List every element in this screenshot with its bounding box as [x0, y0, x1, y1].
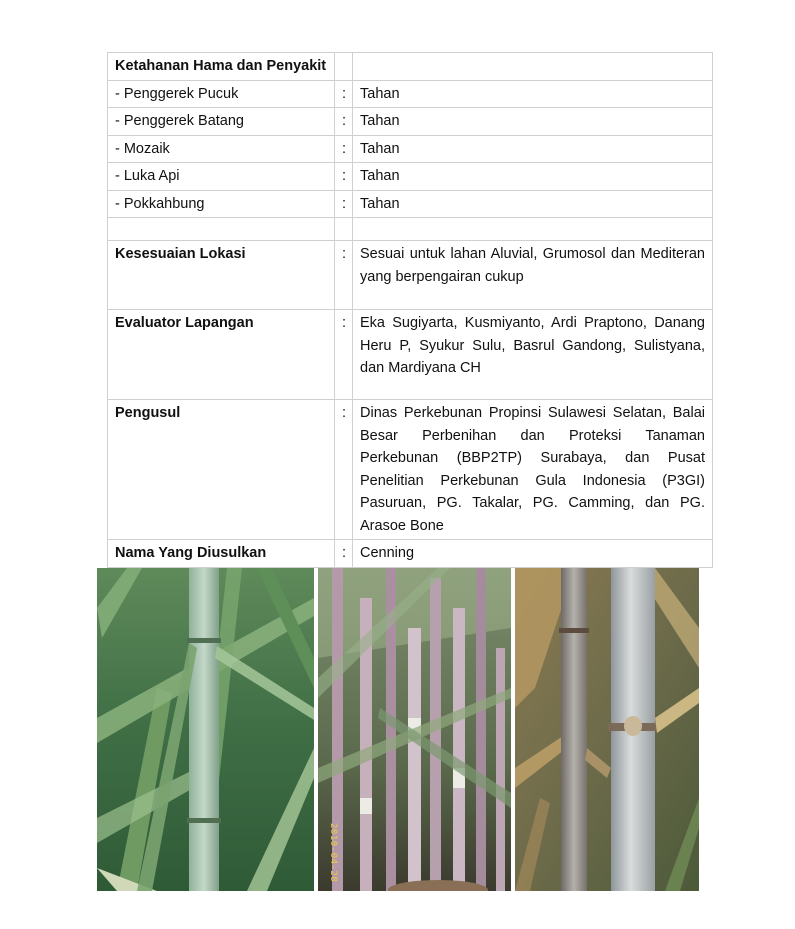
- table-row: [108, 108, 713, 136]
- sugarcane-stalk-closeup-photo: [515, 568, 699, 891]
- row-label: Nama Yang Diusulkan: [108, 540, 335, 568]
- pest-label: - Luka Api: [108, 163, 335, 191]
- empty-cell: [108, 218, 335, 241]
- variety-description-table: [107, 52, 713, 568]
- colon: :: [335, 80, 353, 108]
- table-row: [108, 400, 713, 540]
- colon: :: [335, 135, 353, 163]
- row-label: Pengusul: [108, 400, 335, 540]
- pest-label: - Pokkahbung: [108, 190, 335, 218]
- row-value: Sesuai untuk lahan Aluvial, Grumosol dan Mediteran yang berpengairan cukup: [353, 241, 713, 310]
- row-label: Kesesuaian Lokasi: [108, 241, 335, 310]
- pest-value: Tahan: [353, 190, 713, 218]
- spacer-row: [108, 218, 713, 241]
- colon: :: [335, 241, 353, 310]
- pest-value: Tahan: [353, 163, 713, 191]
- empty-cell: [335, 53, 353, 81]
- table-row: [108, 540, 713, 568]
- table-row: [108, 310, 713, 400]
- row-label: Evaluator Lapangan: [108, 310, 335, 400]
- pest-label: - Penggerek Pucuk: [108, 80, 335, 108]
- sugarcane-leaves-photo: [97, 568, 314, 891]
- table-row: [108, 80, 713, 108]
- table-row: [108, 135, 713, 163]
- empty-cell: [353, 53, 713, 81]
- pest-value: Tahan: [353, 108, 713, 136]
- colon: :: [335, 310, 353, 400]
- row-value: Dinas Perkebunan Propinsi Sulawesi Selatan, Balai Besar Perbenihan dan Proteksi Tanaman Perkebunan (BBP2TP) Surabaya, dan Pusat Penelitian Perkebunan Gula Indonesia (P3GI) Pasuruan, PG. Takalar, PG. Camming, dan PG. Arasoe Bone: [353, 400, 713, 540]
- pest-value: Tahan: [353, 80, 713, 108]
- pest-label: - Penggerek Batang: [108, 108, 335, 136]
- table-row: [108, 163, 713, 191]
- row-value: Eka Sugiyarta, Kusmiyanto, Ardi Praptono, Danang Heru P, Syukur Sulu, Basrul Gandong, Sulistyana, dan Mardiyana CH: [353, 310, 713, 400]
- table-row: [108, 241, 713, 310]
- empty-cell: [335, 218, 353, 241]
- colon: :: [335, 190, 353, 218]
- colon: :: [335, 108, 353, 136]
- table-row: [108, 190, 713, 218]
- table-row: [108, 53, 713, 81]
- sugarcane-photo-strip: [97, 568, 699, 891]
- colon: :: [335, 163, 353, 191]
- pest-label: - Mozaik: [108, 135, 335, 163]
- sugarcane-clump-photo: [318, 568, 511, 891]
- section-header: Ketahanan Hama dan Penyakit: [108, 53, 335, 81]
- empty-cell: [353, 218, 713, 241]
- pest-value: Tahan: [353, 135, 713, 163]
- photo-datestamp: 2010-04-28: [328, 823, 338, 883]
- colon: :: [335, 400, 353, 540]
- colon: :: [335, 540, 353, 568]
- row-value: Cenning: [353, 540, 713, 568]
